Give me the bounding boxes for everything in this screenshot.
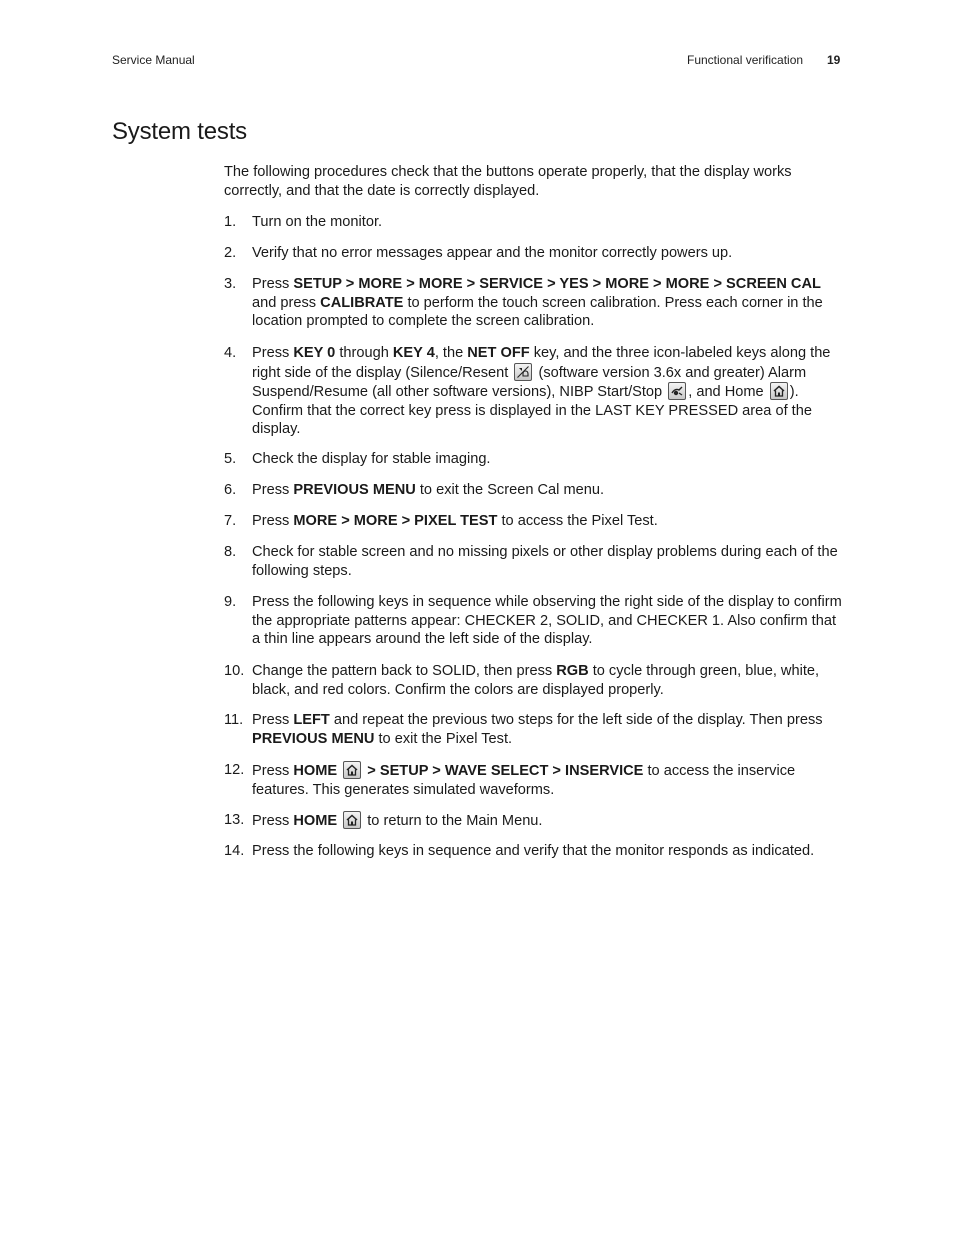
step-text-run	[337, 813, 341, 829]
step-text	[252, 213, 842, 232]
step-text-run: , the	[434, 345, 468, 361]
step-text	[252, 593, 842, 649]
step-text-run: Press	[252, 763, 294, 779]
step-text-run	[337, 763, 341, 779]
step-text	[252, 543, 842, 580]
step-number: 13.	[224, 812, 245, 828]
step-text-run: to return to the Main Menu.	[363, 813, 543, 829]
step-number: 9.	[224, 594, 237, 610]
step-text-run: (software version 3.6x and greater) Alarm Suspend/Resume (all other software versions), NIBP Start/Stop	[252, 364, 807, 401]
key-name: LEFT	[293, 712, 330, 728]
home-icon	[770, 382, 788, 400]
step-text	[252, 761, 842, 799]
step-text-run: to cycle through green, blue, white, black, and red colors. Confirm the colors are displayed properly.	[252, 663, 820, 698]
home-icon	[343, 811, 361, 829]
step-number: 12.	[224, 762, 245, 778]
step-text	[252, 450, 842, 469]
nibp-icon	[668, 382, 686, 400]
step-text	[252, 244, 842, 263]
step-text	[252, 481, 842, 500]
page-number: 19	[827, 53, 841, 67]
running-header-section: Functional verification	[687, 53, 804, 67]
step-text-run: Press	[252, 276, 294, 292]
step-text-run: through	[335, 345, 393, 361]
step-text-run: to access the Pixel Test.	[497, 513, 658, 529]
step-text	[252, 811, 842, 831]
silence-icon	[514, 363, 532, 381]
key-name: HOME	[293, 763, 338, 779]
step-text-run: and repeat the previous two steps for the left side of the display. Then press	[329, 712, 823, 728]
step-text-run: Check the display for stable imaging.	[252, 451, 491, 467]
section-title: System tests	[112, 118, 247, 145]
key-name: CALIBRATE	[320, 294, 404, 311]
running-header-left: Service Manual	[112, 53, 195, 67]
step-text-run: to perform the touch screen calibration. Press each corner in the location prompted to complete the screen calibration.	[252, 294, 823, 330]
key-name: RGB	[556, 663, 589, 679]
step-text	[252, 512, 842, 531]
step-text-run: to access the inservice features. This generates simulated waveforms.	[252, 763, 796, 798]
step-text-run: key, and the three icon-labeled keys along the right side of the display (Silence/Resent	[252, 345, 831, 381]
step-text-run: Press the following keys in sequence while observing the right side of the display to confirm the appropriate patterns appear: CHECKER 2, SOLID, and CHECKER 1. Also confirm that a thin line appears around the left side of the display.	[252, 594, 842, 648]
step-number: 14.	[224, 843, 245, 859]
step-text	[252, 711, 842, 748]
intro-paragraph: The following procedures check that the buttons operate properly, that the display works correctly, and that the date is correctly displayed.	[224, 164, 792, 199]
key-name: KEY 0	[293, 345, 336, 361]
step-text	[252, 842, 842, 861]
step-number: 7.	[224, 513, 237, 529]
key-name: PREVIOUS MENU	[252, 730, 375, 747]
key-name: MORE > MORE > PIXEL TEST	[293, 513, 498, 529]
step-text	[252, 662, 842, 699]
step-text-run: Press	[252, 345, 294, 361]
step-text-run: Press	[252, 513, 294, 529]
key-name: PREVIOUS MENU	[293, 482, 416, 498]
step-text-run: Change the pattern back to SOLID, then press	[252, 663, 557, 679]
step-number: 3.	[224, 276, 237, 292]
step-number: 10.	[224, 663, 245, 679]
step-text	[252, 275, 842, 331]
step-text-run: Turn on the monitor.	[252, 214, 383, 230]
step-text-run: Verify that no error messages appear and the monitor correctly powers up.	[252, 245, 733, 261]
step-number: 4.	[224, 345, 237, 361]
step-text-run: Check for stable screen and no missing pixels or other display problems during each of the following steps.	[252, 544, 838, 579]
step-text-run: Press	[252, 482, 294, 498]
key-name: KEY 4	[392, 345, 435, 361]
step-number: 6.	[224, 482, 237, 498]
step-number: 8.	[224, 544, 237, 560]
step-text-run: Press	[252, 712, 294, 728]
key-name: SETUP > MORE > MORE > SERVICE > YES > MORE > MORE > SCREEN CAL	[293, 276, 821, 292]
step-text-run: Press	[252, 813, 294, 829]
step-number: 2.	[224, 245, 237, 261]
step-text-run: , and Home	[688, 384, 768, 401]
step-text-run: to exit the Pixel Test.	[374, 730, 513, 747]
step-text-run: Press the following keys in sequence and verify that the monitor responds as indicated.	[252, 843, 815, 859]
key-name: > SETUP > WAVE SELECT > INSERVICE	[367, 763, 644, 779]
step-text-run: and press	[252, 294, 321, 311]
step-text	[252, 344, 842, 439]
key-name: NET OFF	[467, 345, 530, 361]
step-number: 1.	[224, 214, 237, 230]
home-icon	[343, 761, 361, 779]
step-number: 5.	[224, 451, 237, 467]
step-number: 11.	[224, 712, 244, 728]
step-text-run: ). Confirm that the correct key press is displayed in the LAST KEY PRESSED area of the display.	[252, 384, 812, 438]
step-text-run: to exit the Screen Cal menu.	[415, 482, 605, 498]
key-name: HOME	[293, 813, 338, 829]
